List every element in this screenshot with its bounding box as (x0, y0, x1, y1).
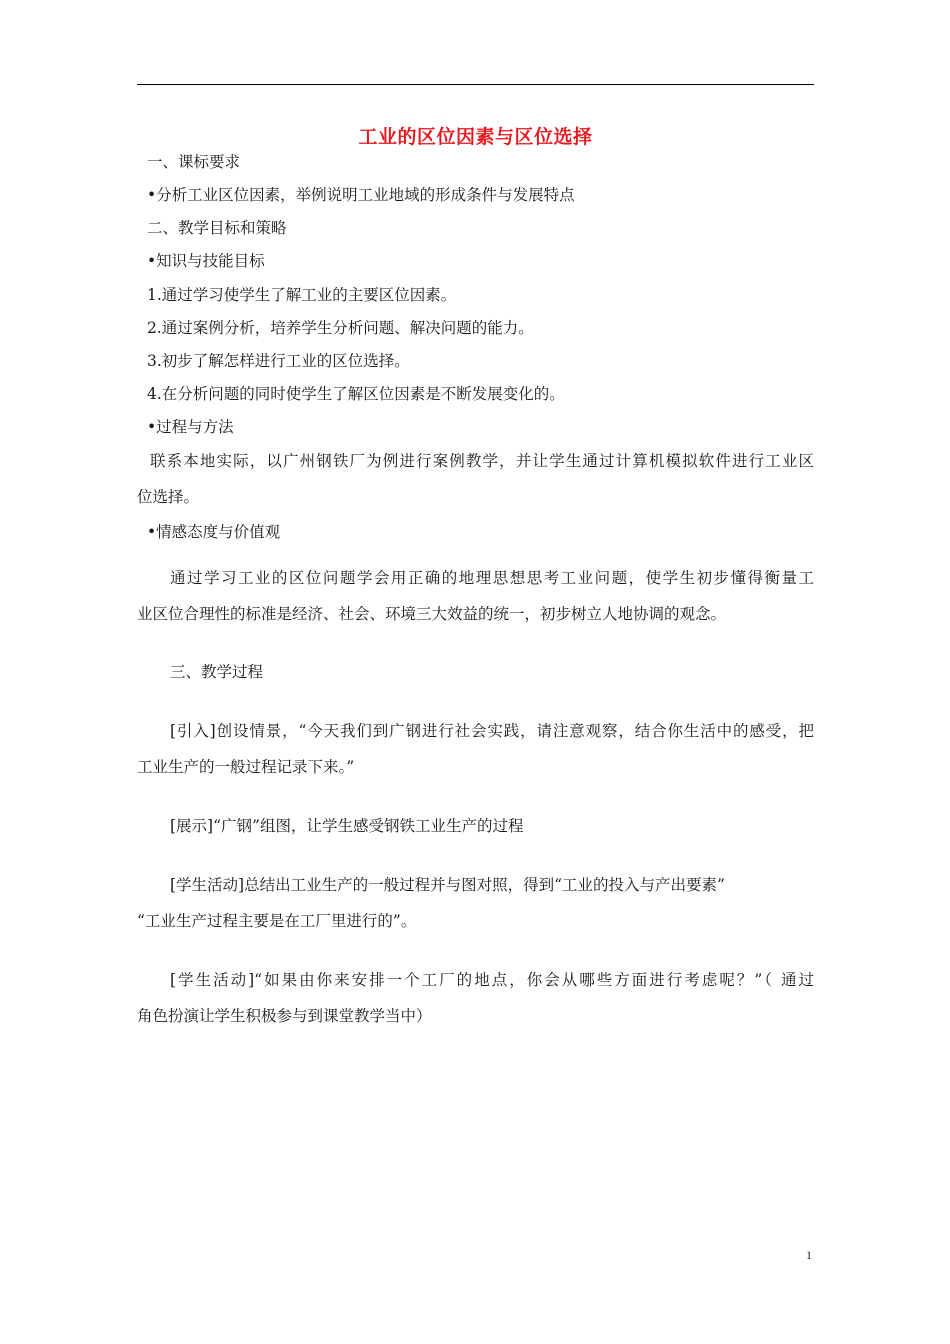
bullet-line: •分析工业区位因素，举例说明工业地域的形成条件与发展特点 (147, 186, 575, 204)
goal-item-4: 4.在分析问题的同时使学生了解区位因素是不断发展变化的。 (147, 385, 565, 403)
header-rule (137, 84, 814, 85)
paragraph-method-line2: 位选择。 (137, 488, 200, 506)
bullet-heading-values: •情感态度与价值观 (147, 523, 281, 541)
page-number: 1 (806, 1248, 812, 1262)
paragraph-values-line2: 业区位合理性的标准是经济、社会、环境三大效益的统一，初步树立人地协调的观念。 (137, 605, 727, 623)
paragraph-method-line1: 联系本地实际，以广州钢铁厂为例进行案例教学，并让学生通过计算机模拟软件进行工业区 (150, 452, 814, 470)
goal-item-3: 3.初步了解怎样进行工业的区位选择。 (147, 352, 410, 370)
bullet-heading-method: •过程与方法 (147, 418, 234, 436)
section-heading-goals: 二、教学目标和策略 (147, 219, 287, 237)
paragraph-activity1-line2: “工业生产过程主要是在工厂里进行的”。 (137, 912, 417, 930)
paragraph-activity2-line2: 角色扮演让学生积极参与到课堂教学当中） (137, 1007, 432, 1025)
bullet-heading-knowledge: •知识与技能目标 (147, 252, 265, 270)
section-heading-standards: 一、课标要求 (147, 153, 241, 171)
paragraph-activity1-line1: [学生活动]总结出工业生产的一般过程并与图对照，得到“工业的投入与产出要素” (170, 876, 725, 894)
paragraph-values-line1: 通过学习工业的区位问题学会用正确的地理思想思考工业问题，使学生初步懂得衡量工 (170, 569, 814, 587)
goal-item-2: 2.通过案例分析，培养学生分析问题、解决问题的能力。 (147, 319, 534, 337)
paragraph-display: [展示]“广钢”组图，让学生感受钢铁工业生产的过程 (170, 817, 524, 835)
paragraph-intro-line1: [引入]创设情景，“今天我们到广钢进行社会实践，请注意观察，结合你生活中的感受，把 (170, 722, 814, 740)
paragraph-activity2-line1: [学生活动]“如果由你来安排一个工厂的地点，你会从哪些方面进行考虑呢？”（ 通过 (170, 971, 814, 989)
paragraph-intro-line2: 工业生产的一般过程记录下来。” (137, 758, 355, 776)
goal-item-1: 1.通过学习使学生了解工业的主要区位因素。 (147, 286, 457, 304)
document-title: 工业的区位因素与区位选择 (358, 126, 593, 148)
section-heading-process: 三、教学过程 (170, 663, 264, 681)
